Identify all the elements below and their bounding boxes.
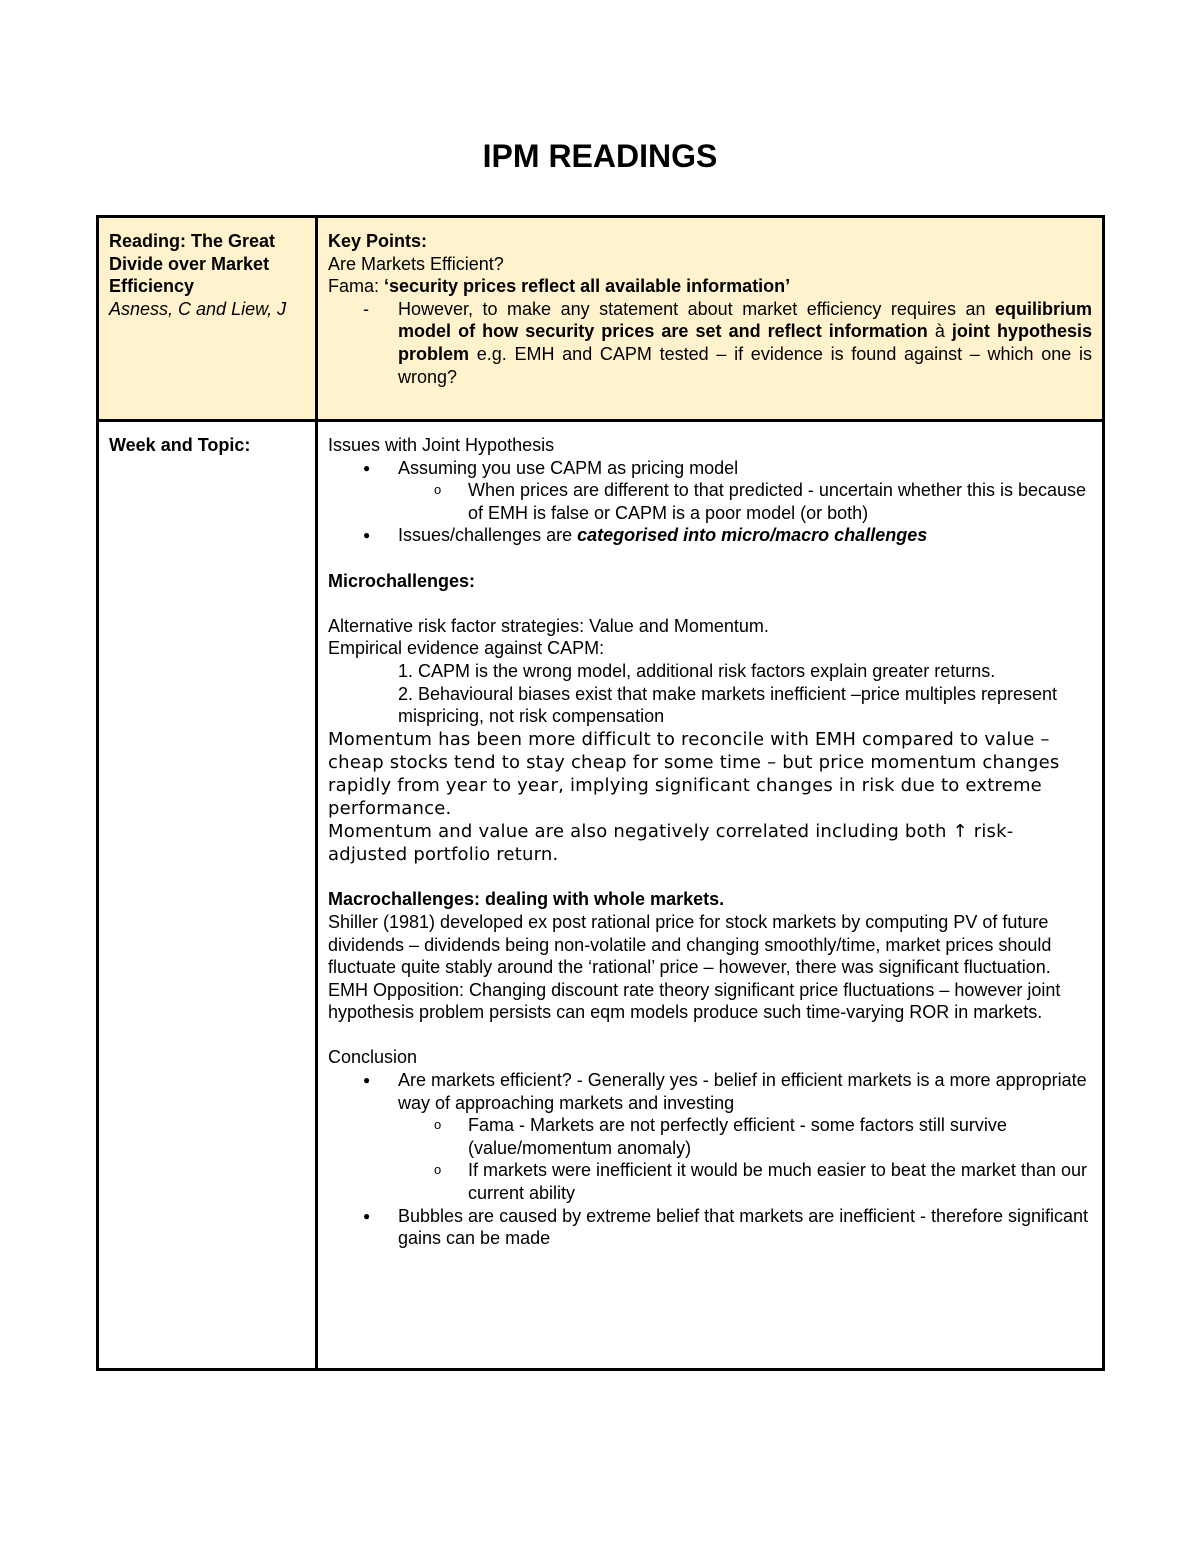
key-points-question: Are Markets Efficient?	[328, 253, 504, 274]
conclusion-heading: Conclusion	[328, 1047, 418, 1068]
bullet-icon: ●	[363, 528, 371, 543]
bullet-text: Are markets efficient? - Generally yes - belief in efficient markets is a more appropriate way of approaching markets and investing	[398, 1070, 1087, 1113]
circle-bullet-icon: o	[434, 1162, 442, 1178]
list-item	[328, 457, 1092, 480]
macro-heading: Macrochallenges: dealing with whole markets.	[328, 889, 725, 910]
spacer	[328, 1024, 1092, 1047]
page-title: IPM READINGS	[482, 138, 718, 174]
alt-risk-text: Alternative risk factor strategies: Value and Momentum.	[328, 615, 769, 636]
week-cell	[98, 421, 317, 1370]
bullet-icon: ●	[363, 1208, 371, 1223]
list-item	[328, 1069, 1092, 1114]
fama-prefix: Fama:	[328, 276, 385, 297]
bullet-text: Fama - Markets are not perfectly efficient - some factors still survive (value/momentum anomaly)	[468, 1115, 1007, 1158]
spacer	[328, 592, 1092, 615]
table-row	[98, 421, 1104, 1370]
dash-text-part1: However, to make any statement about market efficiency requires an	[398, 298, 995, 319]
bullet-text: Bubbles are caused by extreme belief that markets are inefficient - therefore significant gains can be made	[398, 1205, 1089, 1249]
circle-bullet-icon: o	[434, 482, 442, 498]
bullet2-emphasis: categorised into micro/macro challenges	[577, 525, 928, 546]
list-item	[328, 524, 1092, 547]
notes-cell	[317, 421, 1104, 1370]
empirical-text: Empirical evidence against CAPM:	[328, 638, 605, 659]
arrow-glyph: à	[927, 321, 952, 342]
numbered-item: 1. CAPM is the wrong model, additional risk factors explain greater returns.	[398, 660, 996, 681]
list-item	[328, 479, 1092, 524]
dash-text-bold2: joint hypothesis problem	[398, 321, 1092, 364]
circle-bullet-icon: o	[434, 1117, 442, 1133]
fama-quote: ‘security prices reflect all available information’	[384, 276, 791, 297]
joint-heading: Issues with Joint Hypothesis	[328, 435, 555, 455]
numbered-item: 2. Behavioural biases exist that make markets inefficient –price multiples represent mispricing, not risk compensation	[398, 683, 1057, 727]
dash-item	[328, 298, 1092, 388]
table-row	[98, 217, 1104, 421]
dash-marker: -	[363, 298, 369, 319]
spacer	[328, 547, 1092, 570]
reading-label: Reading: The Great Divide over Market Efficiency	[109, 231, 276, 297]
momentum-paragraph: Momentum has been more difficult to reconcile with EMH compared to value – cheap stocks tend to stay cheap for some time – but price momentum changes rapidly from year to year, implying significant changes in risk due to extreme performance.	[328, 728, 1060, 819]
key-points-heading: Key Points:	[328, 231, 428, 251]
dash-text	[398, 298, 1092, 388]
bullet-text	[398, 524, 927, 547]
list-item	[328, 1114, 1092, 1159]
fama-line	[328, 275, 1092, 298]
momentum-paragraph: Momentum and value are also negatively correlated including both ↑ risk-adjusted portfolio return.	[328, 820, 1014, 865]
emh-opposition-paragraph: EMH Opposition: Changing discount rate theory significant price fluctuations – however joint hypothesis problem persists can eqm models produce such time-varying ROR in markets.	[328, 979, 1061, 1023]
shiller-paragraph: Shiller (1981) developed ex post rational price for stock markets by computing PV of future dividends – dividends being non-volatile and changing smoothly/time, market prices should fluctuate quite stably around the ‘rational’ price – however, there was significant fluctuation.	[328, 911, 1052, 978]
bullet-text: Assuming you use CAPM as pricing model	[398, 457, 739, 478]
reading-cell	[98, 217, 317, 421]
readings-table	[96, 215, 1105, 1371]
bullet-text: When prices are different to that predicted - uncertain whether this is because of EMH is false or CAPM is a poor model (or both)	[468, 480, 1087, 523]
list-item	[328, 1159, 1092, 1204]
dash-text-part2: e.g. EMH and CAPM tested – if evidence is found against – which one is wrong?	[398, 343, 1092, 387]
week-label: Week and Topic:	[109, 435, 251, 455]
list-item	[328, 1205, 1092, 1250]
bullet-icon: ●	[363, 1073, 371, 1088]
bullet-text: If markets were inefficient it would be much easier to beat the market than our current ability	[468, 1160, 1087, 1204]
bullet-icon: ●	[363, 460, 371, 475]
spacer	[328, 866, 1092, 889]
reading-authors: Asness, C and Liew, J	[109, 298, 287, 319]
key-points-cell	[317, 217, 1104, 421]
bullet2-prefix: Issues/challenges are	[398, 525, 578, 546]
dash-text-bold1: equilibrium model of how security prices are set and reflect information	[398, 298, 1092, 342]
micro-heading: Microchallenges:	[328, 570, 476, 591]
